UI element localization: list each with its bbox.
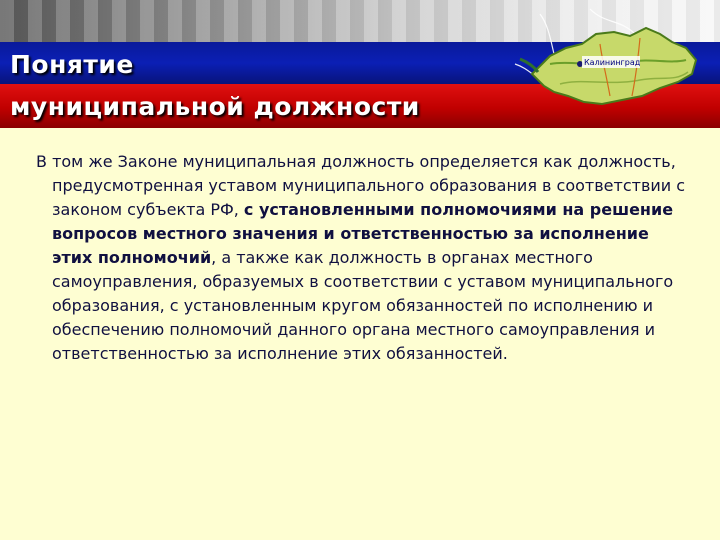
paragraph-text-part2: , а также как должность в органах местного самоуправления, образуемых в соответствии с уставом муниципального образования, с установленным кругом обязанностей по исполнению и обеспечению полномочий данного органа местного самоуправления и ответственностью за исполнение этих обязанностей.: [52, 248, 674, 363]
body-text: [36, 150, 686, 366]
paragraph-bold-text: с установленными полномочиями на решение вопросов местного значения и ответственностью за исполнение этих полномочий: [52, 200, 674, 267]
map-city-label: Калининград: [584, 58, 641, 67]
page-title-line2: муниципальной должности: [10, 92, 420, 121]
definition-paragraph: [36, 150, 686, 366]
page-title-line1: Понятие: [10, 50, 134, 79]
kaliningrad-map-icon: [510, 4, 710, 124]
paragraph-text-part1: В том же Законе муниципальная должность определяется как должность, предусмотренная уставом муниципального образования в соответствии с законом субъекта РФ,: [36, 152, 686, 219]
